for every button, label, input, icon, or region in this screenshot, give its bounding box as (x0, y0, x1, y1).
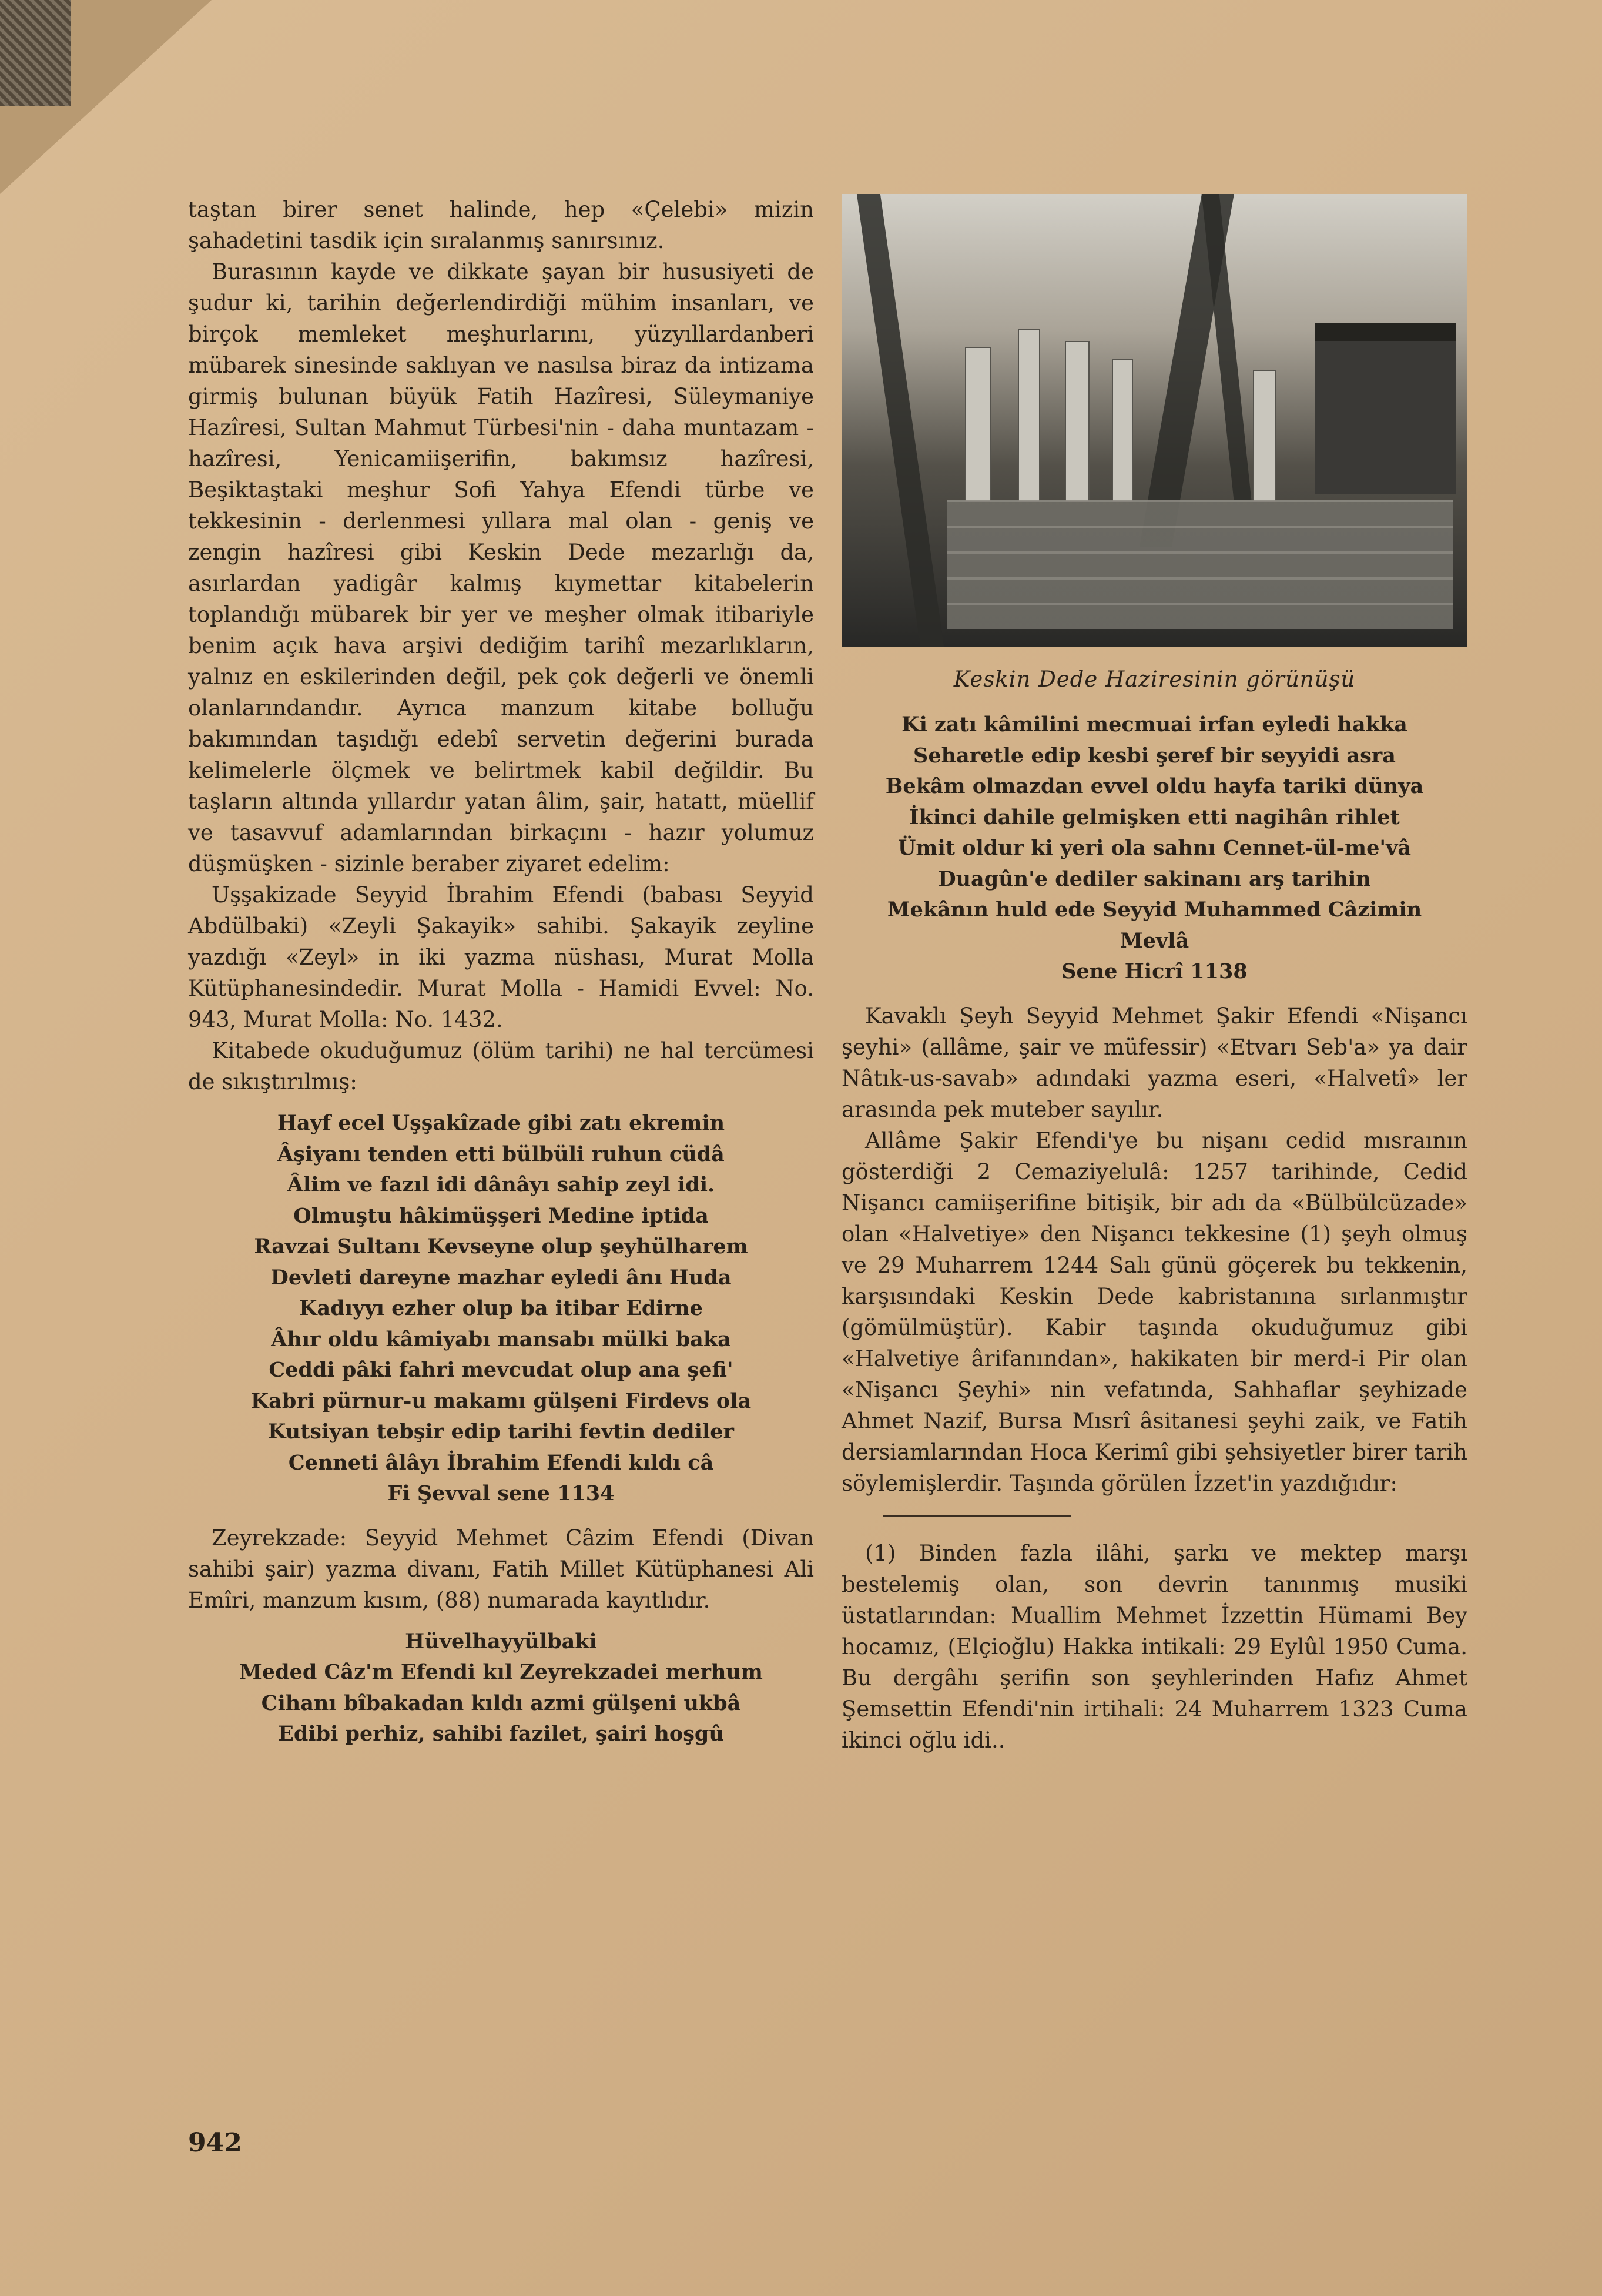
verse-line: Duagûn'e dediler sakinanı arş tarihin (938, 866, 1371, 891)
verse-block-cazim (842, 709, 1467, 988)
tombstone (1018, 329, 1040, 502)
paragraph-hazire: Burasının kayde ve dikkate şayan bir hususiyeti de şudur ki, tarihin değerlendirdiği mühim insanları, ve birçok memleket meşhurlarını, yüzyıllardanberi mübarek sinesinde saklıyan ve nasılsa biraz da intizama girmiş bulunan büyük Fatih Hazîresi, Süleymaniye Hazîresi, Sultan Mahmut Türbesi'nin - daha muntazam - hazîresi, Yenicamiişerifin, bakımsız hazîresi, Beşiktaştaki meşhur Sofi Yahya Efendi türbe ve tekkesinin - derlenmesi yıllara mal olan - geniş ve zengin hazîresi gibi Keskin Dede mezarlığı da, asırlardan yadigâr kalmış kıymettar kitabelerin toplandığı mübarek bir yer ve meşher olmak itibariyle benim açık hava arşivi dediğim tarihî mezarlıkların, yalnız en eskilerinden değil, pek çok değerli ve önemli olanlarındandır. Ayrıca manzum kitabe bolluğu bakımından taşıdığı edebî servetin değerini burada kelimelerle ölçmek ve belirtmek kabil değildir. Bu taşların altında yıllardır yatan âlim, şair, hatatt, müellif ve tasavvuf adamlarından birkaçını - hazır yolumuz düşmüşken - sizinle beraber ziyaret edelim: (188, 259, 814, 876)
paragraph-zeyrekzade: Zeyrekzade: Seyyid Mehmet Câzim Efendi (Divan sahibi şair) yazma divanı, Fatih Millet Kütüphanesi Ali Emîri, manzum kısım, (88) numarada kayıtlıdır. (188, 1525, 814, 1613)
verse-line: Cihanı bîbakadan kıldı azmi gülşeni ukbâ (261, 1691, 741, 1715)
verse-line: Kadıyyı ezher olup ba itibar Edirne (299, 1296, 703, 1320)
verse-line: Olmuştu hâkimüşşeri Medine iptida (293, 1203, 709, 1228)
verse-line: Edibi perhiz, sahibi fazilet, şairi hoşgû (278, 1722, 724, 1746)
verse-line: İkinci dahile gelmişken etti nagihân rihlet (909, 805, 1400, 829)
verse-block-ussakizade (188, 1108, 814, 1510)
verse-line: Meded Câz'm Efendi kıl Zeyrekzadei merhum (239, 1660, 763, 1684)
verse-line: Âlim ve fazıl idi dânâyı sahip zeyl idi. (287, 1173, 715, 1197)
tombstone (1065, 341, 1090, 502)
tombstone (1112, 359, 1133, 502)
right-column (842, 194, 1467, 1756)
verse-line: Ki zatı kâmilini mecmuai irfan eyledi hakka (901, 712, 1407, 737)
photo-caption: Keskin Dede Haziresinin görünüşü (953, 667, 1356, 692)
verse-line: Seharetle edip kesbi şeref bir seyyidi asra (913, 743, 1396, 768)
verse-line: Âşiyanı tenden etti bülbüli ruhun cüdâ (277, 1142, 725, 1166)
paragraph-intro: taştan birer senet halinde, hep «Çelebi» mizin şahadetini tasdik için sıralanmış sanırsınız. (188, 197, 814, 253)
page-number: 942 (188, 2128, 242, 2158)
paragraph-sakir-efendi: Kavaklı Şeyh Seyyid Mehmet Şakir Efendi «Nişancı şeyhi» (allâme, şair ve müfessir) «Etvarı Seb'a» ya dair Nâtık-us-savab» adındaki yazma eseri, «Halvetî» ler arasında pek muteber sayılır. (842, 1003, 1467, 1122)
tombstone (1253, 370, 1276, 502)
paragraph-kitabe: Kitabede okuduğumuz (ölüm tarihi) ne hal tercümesi de sıkıştırılmış: (188, 1038, 814, 1095)
verse-line: Ümit oldur ki yeri ola sahnı Cennet-ül-me'vâ (897, 836, 1412, 860)
wooden-house (1315, 323, 1456, 494)
corner-stamp-fragment (0, 0, 71, 106)
verse-line: Ravzai Sultanı Kevseyne olup şeyhülharem (254, 1234, 748, 1259)
left-column (188, 194, 814, 1763)
verse-line: Sene Hicrî 1138 (1061, 959, 1248, 983)
footnote-divider (883, 1515, 1071, 1517)
verse-line: Mevlâ (1120, 928, 1189, 953)
verse-line: Ceddi pâki fahri mevcudat olup ana şefi' (269, 1358, 733, 1382)
verse-line: Âhır oldu kâmiyabı mansabı mülki baka (271, 1327, 731, 1351)
cemetery-photo (842, 194, 1467, 647)
tree-trunk (857, 194, 944, 647)
paragraph-allame: Allâme Şakir Efendi'ye bu nişanı cedid mısraının gösterdiği 2 Cemaziyelulâ: 1257 tarihinde, Cedid Nişancı camiişerifine bitişik, bir adı da «Bülbülcüzade» olan «Halvetiye» den Nişancı tekkesine (1) şeyh olmuş ve 29 Muharrem 1244 Salı günü göçerek bu tekkenin, karşısındaki Keskin Dede kabristanına sırlanmıştır (gömülmüştür). Kabir taşında okuduğumuz gibi «Halvetiye ârifanından», hakikaten bir merd-i Pir olan «Nişancı Şeyhi» nin vefatında, Sahhaflar şeyhizade Ahmet Nazif, Bursa Mısrî âsitanesi şeyhi zaik, ve Fatih dersiamlarından Hoca Kerimî gibi şehsiyetler birer tarih söylemişlerdir. Taşında görülen İzzet'in yazdığıdır: (842, 1127, 1467, 1496)
stone-wall (947, 500, 1453, 629)
verse-line: Kutsiyan tebşir edip tarihi fevtin dediler (268, 1420, 734, 1444)
verse-line: Devleti dareyne mazhar eyledi ânı Huda (270, 1265, 732, 1290)
verse-line: Hayf ecel Uşşakîzade gibi zatı ekremin (277, 1111, 725, 1135)
verse-block-zeyrekzade (188, 1626, 814, 1750)
footnote: (1) Binden fazla ilâhi, şarkı ve mektep marşı bestelemiş olan, son devrin tanınmış musiki üstatlarından: Muallim Mehmet İzzettin Hümami Bey hocamız, (Elçioğlu) Hakka intikali: 29 Eylûl 1950 Cuma. Bu dergâhı şerifin son şeyhlerinden Hafız Ahmet Şemsettin Efendi'nin irtihali: 24 Muharrem 1323 Cuma ikinci oğlu idi.. (842, 1540, 1467, 1753)
verse-line: Fi Şevval sene 1134 (387, 1481, 615, 1505)
tombstone (965, 347, 991, 502)
verse-line: Mekânın huld ede Seyyid Muhammed Câzimin (887, 898, 1422, 922)
verse-title: Hüvelhayyülbaki (405, 1629, 597, 1654)
verse-line: Kabri pürnur-u makamı gülşeni Firdevs ola (250, 1388, 752, 1413)
paragraph-ussakizade: Uşşakizade Seyyid İbrahim Efendi (babası Seyyid Abdülbaki) «Zeyli Şakayik» sahibi. Şakayik zeyline yazdığı «Zeyl» in iki yazma nüshası, Murat Molla Kütüphanesindedir. Murat Molla - Hamidi Evvel: No. 943, Murat Molla: No. 1432. (188, 882, 814, 1032)
tree-trunk (1202, 194, 1252, 500)
verse-line: Bekâm olmazdan evvel oldu hayfa tariki dünya (885, 774, 1424, 798)
verse-line: Cenneti âlâyı İbrahim Efendi kıldı câ (288, 1450, 714, 1475)
